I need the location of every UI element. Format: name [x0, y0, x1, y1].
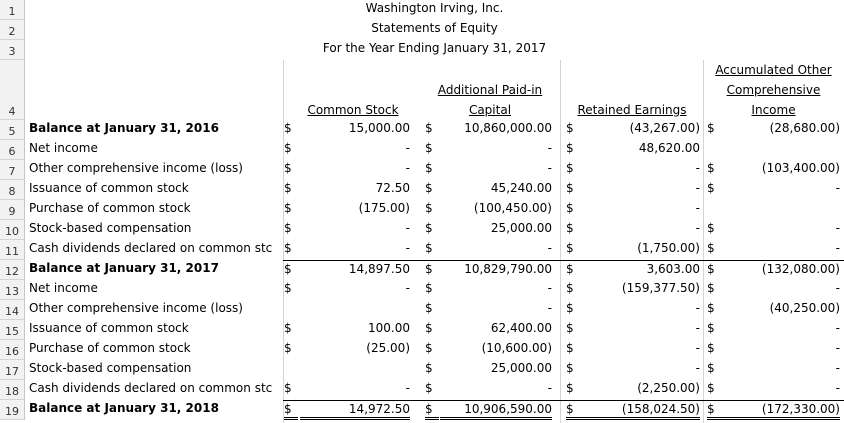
col-header-apic[interactable] [420, 80, 560, 120]
table-row[interactable] [0, 220, 844, 240]
amount-cell[interactable]: - [835, 281, 840, 295]
amount-cell[interactable]: - [695, 161, 700, 175]
currency-symbol[interactable]: $ [566, 121, 574, 135]
currency-symbol[interactable]: $ [566, 281, 574, 295]
amount-cell[interactable]: - [547, 301, 552, 315]
title-row[interactable] [0, 20, 844, 40]
row-number[interactable]: 3 [0, 40, 25, 60]
currency-symbol[interactable]: $ [707, 221, 715, 235]
table-row[interactable] [0, 120, 844, 140]
row-label[interactable]: Stock-based compensation [29, 361, 192, 375]
row-number[interactable]: 9 [0, 200, 25, 220]
currency-symbol[interactable]: $ [707, 121, 715, 135]
row-label[interactable]: Purchase of common stock [29, 201, 191, 215]
currency-symbol[interactable]: $ [284, 381, 292, 395]
common-stock-label: Common Stock [307, 103, 399, 117]
amount-cell[interactable]: - [695, 221, 700, 235]
currency-symbol[interactable]: $ [707, 281, 715, 295]
row-number[interactable]: 2 [0, 20, 25, 40]
currency-symbol[interactable]: $ [707, 381, 715, 395]
amount-cell[interactable]: (10,600.00) [481, 341, 552, 355]
amount-cell[interactable]: 10,906,590.00 [440, 400, 552, 420]
currency-symbol[interactable]: $ [707, 260, 721, 280]
table-row[interactable] [0, 160, 844, 180]
currency-symbol[interactable]: $ [566, 141, 574, 155]
row-label[interactable]: Net income [29, 141, 98, 155]
table-row[interactable] [0, 400, 844, 420]
row-label[interactable]: Balance at January 31, 2016 [29, 121, 219, 135]
amount-cell[interactable]: - [405, 141, 410, 155]
retained-earnings-label: Retained Earnings [577, 103, 687, 117]
currency-symbol[interactable]: $ [566, 321, 574, 335]
row-label[interactable]: Cash dividends declared on common stc [29, 241, 273, 255]
row-label[interactable]: Cash dividends declared on common stc [29, 381, 273, 395]
currency-symbol[interactable]: $ [566, 381, 574, 395]
currency-symbol[interactable]: $ [707, 321, 715, 335]
currency-symbol[interactable]: $ [707, 161, 715, 175]
row-number[interactable]: 16 [0, 340, 25, 360]
currency-symbol[interactable]: $ [284, 201, 292, 215]
currency-symbol[interactable]: $ [566, 301, 574, 315]
company-name[interactable]: Washington Irving, Inc. [365, 1, 504, 15]
col-header-retained-earnings[interactable] [562, 100, 702, 120]
row-number[interactable]: 17 [0, 360, 25, 380]
amount-cell[interactable]: - [835, 221, 840, 235]
currency-symbol[interactable]: $ [425, 161, 433, 175]
amount-cell[interactable]: - [695, 361, 700, 375]
total-rule [283, 400, 844, 401]
row-label[interactable]: Net income [29, 281, 98, 295]
amount-cell[interactable]: (1,750.00) [637, 241, 700, 255]
amount-cell[interactable]: (40,250.00) [769, 301, 840, 315]
aoci-label-3: Income [751, 103, 796, 117]
amount-cell[interactable]: - [695, 201, 700, 215]
amount-cell[interactable]: - [835, 321, 840, 335]
currency-symbol[interactable]: $ [425, 260, 439, 280]
amount-cell[interactable]: - [695, 321, 700, 335]
total-rule [283, 260, 844, 261]
amount-cell[interactable]: 14,972.50 [300, 400, 410, 420]
table-row[interactable] [0, 140, 844, 160]
currency-symbol[interactable]: $ [284, 260, 298, 280]
currency-symbol[interactable]: $ [284, 281, 292, 295]
amount-cell[interactable] [720, 200, 840, 220]
row-number[interactable]: 13 [0, 280, 25, 300]
amount-cell[interactable]: - [547, 281, 552, 295]
currency-symbol[interactable]: $ [707, 341, 715, 355]
amount-cell[interactable]: 72.50 [375, 181, 410, 195]
amount-cell[interactable]: - [835, 341, 840, 355]
amount-cell[interactable]: - [547, 381, 552, 395]
amount-cell[interactable]: - [835, 381, 840, 395]
currency-symbol[interactable]: $ [566, 241, 574, 255]
row-number[interactable]: 5 [0, 120, 25, 140]
table-row[interactable] [0, 360, 844, 380]
row-label[interactable]: Other comprehensive income (loss) [29, 301, 243, 315]
currency-symbol[interactable]: $ [284, 181, 292, 195]
currency-symbol[interactable]: $ [707, 301, 715, 315]
row-label[interactable]: Balance at January 31, 2018 [29, 401, 219, 415]
table-row[interactable] [0, 340, 844, 360]
row-number[interactable]: 6 [0, 140, 25, 160]
currency-symbol[interactable]: $ [566, 201, 574, 215]
currency-symbol[interactable] [284, 300, 298, 320]
col-header-aoci[interactable] [703, 60, 844, 120]
currency-symbol[interactable]: $ [284, 241, 292, 255]
row-number[interactable]: 4 [0, 60, 25, 120]
row-label[interactable]: Issuance of common stock [29, 321, 189, 335]
amount-cell[interactable]: 48,620.00 [638, 141, 700, 155]
currency-symbol[interactable] [707, 200, 721, 220]
amount-cell[interactable]: 14,897.50 [300, 260, 410, 280]
currency-symbol[interactable]: $ [284, 161, 292, 175]
row-number[interactable]: 18 [0, 380, 25, 400]
amount-cell[interactable]: (43,267.00) [629, 121, 700, 135]
currency-symbol[interactable]: $ [566, 400, 580, 420]
amount-cell[interactable]: 3,603.00 [580, 260, 700, 280]
currency-symbol[interactable]: $ [425, 121, 433, 135]
amount-cell[interactable]: (158,024.50) [580, 400, 700, 420]
amount-cell[interactable]: - [405, 241, 410, 255]
currency-symbol[interactable]: $ [566, 341, 574, 355]
currency-symbol[interactable]: $ [425, 201, 433, 215]
row-number[interactable]: 11 [0, 240, 25, 260]
currency-symbol[interactable]: $ [707, 361, 715, 375]
currency-symbol[interactable]: $ [566, 221, 574, 235]
amount-cell[interactable]: - [405, 221, 410, 235]
title-row[interactable] [0, 0, 844, 20]
currency-symbol[interactable]: $ [707, 241, 715, 255]
amount-cell[interactable]: - [695, 181, 700, 195]
amount-cell[interactable]: (28,680.00) [769, 121, 840, 135]
statement-title[interactable]: Statements of Equity [371, 21, 498, 35]
header-row[interactable] [0, 60, 844, 120]
currency-symbol[interactable] [284, 360, 298, 380]
currency-symbol[interactable]: $ [284, 221, 292, 235]
currency-symbol[interactable]: $ [425, 361, 433, 375]
currency-symbol[interactable]: $ [425, 281, 433, 295]
row-number[interactable]: 12 [0, 260, 25, 280]
amount-cell[interactable]: - [547, 161, 552, 175]
currency-symbol[interactable]: $ [284, 141, 292, 155]
currency-symbol[interactable]: $ [425, 141, 433, 155]
amount-cell[interactable]: (175.00) [358, 201, 410, 215]
row-label[interactable]: Issuance of common stock [29, 181, 189, 195]
statement-period[interactable]: For the Year Ending January 31, 2017 [322, 41, 547, 55]
currency-symbol[interactable]: $ [425, 181, 433, 195]
currency-symbol[interactable]: $ [425, 241, 433, 255]
amount-cell[interactable]: - [835, 241, 840, 255]
amount-cell[interactable]: 45,240.00 [490, 181, 552, 195]
amount-cell[interactable]: (103,400.00) [761, 161, 840, 175]
row-label[interactable]: Other comprehensive income (loss) [29, 161, 243, 175]
amount-cell[interactable]: (25.00) [366, 341, 410, 355]
currency-symbol[interactable]: $ [566, 260, 580, 280]
currency-symbol[interactable]: $ [566, 181, 574, 195]
table-row[interactable] [0, 260, 844, 280]
table-row[interactable] [0, 380, 844, 400]
amount-cell[interactable]: 25,000.00 [490, 361, 552, 375]
apic-label-1: Additional Paid-in [437, 83, 543, 97]
row-number[interactable]: 1 [0, 0, 25, 20]
amount-cell[interactable] [300, 360, 410, 380]
currency-symbol[interactable]: $ [425, 400, 439, 420]
amount-cell[interactable] [300, 300, 410, 320]
amount-cell[interactable] [720, 140, 840, 160]
currency-symbol[interactable]: $ [284, 400, 298, 420]
currency-symbol[interactable]: $ [425, 301, 433, 315]
table-row[interactable] [0, 300, 844, 320]
table-row[interactable] [0, 280, 844, 300]
currency-symbol[interactable]: $ [425, 221, 433, 235]
amount-cell[interactable]: - [695, 301, 700, 315]
row-number[interactable]: 7 [0, 160, 25, 180]
amount-cell[interactable]: - [405, 161, 410, 175]
currency-symbol[interactable]: $ [707, 181, 715, 195]
amount-cell[interactable]: (159,377.50) [621, 281, 700, 295]
row-number[interactable]: 14 [0, 300, 25, 320]
currency-symbol[interactable]: $ [284, 341, 292, 355]
amount-cell[interactable]: - [405, 381, 410, 395]
table-row[interactable] [0, 320, 844, 340]
currency-symbol[interactable]: $ [425, 321, 433, 335]
row-label[interactable]: Purchase of common stock [29, 341, 191, 355]
currency-symbol[interactable]: $ [566, 361, 574, 375]
amount-cell[interactable]: 100.00 [368, 321, 410, 335]
currency-symbol[interactable] [707, 140, 721, 160]
row-number[interactable]: 15 [0, 320, 25, 340]
amount-cell[interactable]: 10,829,790.00 [440, 260, 552, 280]
row-number[interactable]: 19 [0, 400, 25, 420]
currency-symbol[interactable]: $ [566, 161, 574, 175]
row-label[interactable]: Stock-based compensation [29, 221, 192, 235]
amount-cell[interactable]: - [405, 281, 410, 295]
col-header-common-stock[interactable] [283, 100, 423, 120]
row-number[interactable]: 10 [0, 220, 25, 240]
currency-symbol[interactable]: $ [284, 321, 292, 335]
title-row[interactable] [0, 40, 844, 60]
currency-symbol[interactable]: $ [425, 341, 433, 355]
amount-cell[interactable]: (172,330.00) [720, 400, 840, 420]
amount-cell[interactable]: - [835, 361, 840, 375]
amount-cell[interactable]: 15,000.00 [348, 121, 410, 135]
table-row[interactable] [0, 200, 844, 220]
amount-cell[interactable]: (100,450.00) [473, 201, 552, 215]
amount-cell[interactable]: 25,000.00 [490, 221, 552, 235]
amount-cell[interactable]: - [547, 141, 552, 155]
currency-symbol[interactable]: $ [425, 381, 433, 395]
amount-cell[interactable]: - [695, 341, 700, 355]
row-number[interactable]: 8 [0, 180, 25, 200]
currency-symbol[interactable]: $ [707, 400, 721, 420]
row-label[interactable]: Balance at January 31, 2017 [29, 261, 219, 275]
amount-cell[interactable]: 10,860,000.00 [464, 121, 552, 135]
amount-cell[interactable]: - [547, 241, 552, 255]
apic-label-2: Capital [468, 103, 512, 117]
amount-cell[interactable]: (132,080.00) [720, 260, 840, 280]
currency-symbol[interactable]: $ [284, 121, 292, 135]
aoci-label-1: Accumulated Other [715, 63, 832, 77]
amount-cell[interactable]: - [835, 181, 840, 195]
table-row[interactable] [0, 180, 844, 200]
table-row[interactable] [0, 240, 844, 260]
amount-cell[interactable]: (2,250.00) [637, 381, 700, 395]
aoci-label-2: Comprehensive [726, 83, 821, 97]
amount-cell[interactable]: 62,400.00 [490, 321, 552, 335]
